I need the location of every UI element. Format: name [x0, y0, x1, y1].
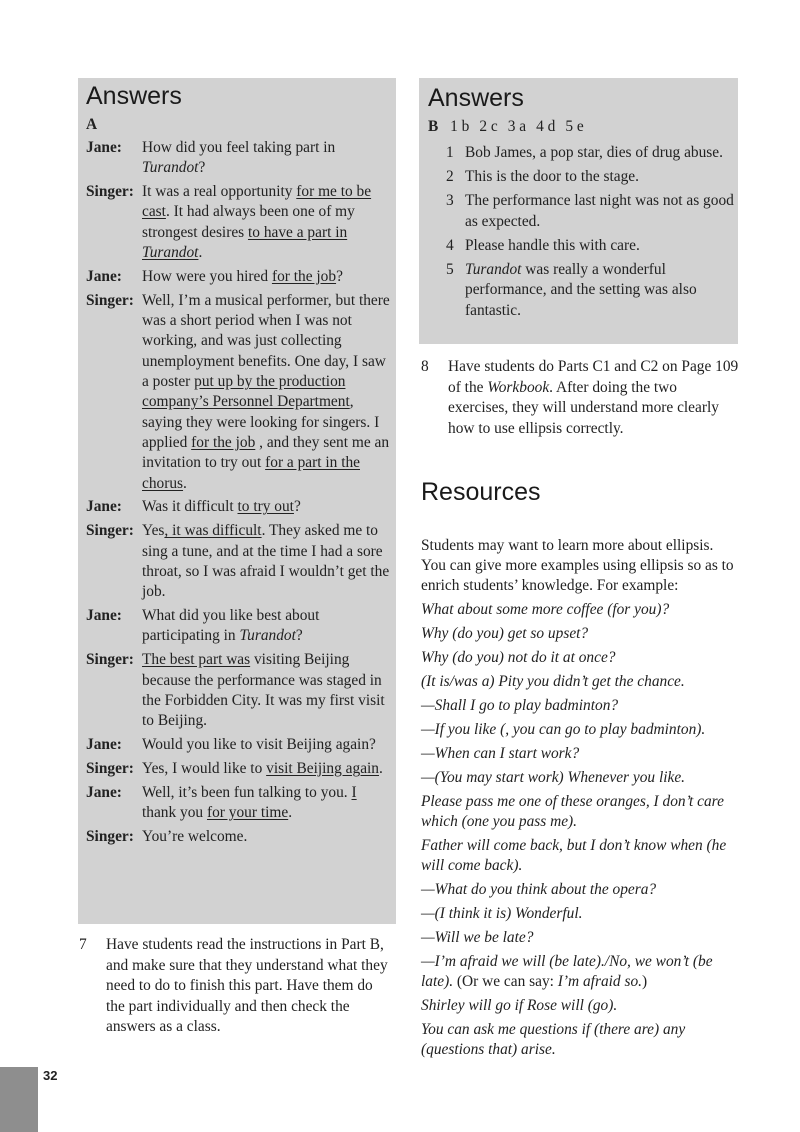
dialogue-text: [142, 291, 391, 494]
text-run: Well, it’s been fun talking to you.: [142, 783, 352, 801]
speaker-label: Singer:: [86, 522, 134, 540]
list-item: [446, 236, 736, 257]
text-run: You’re welcome.: [142, 828, 248, 846]
step-7-number: 7: [79, 936, 87, 953]
dialogue: [86, 138, 391, 851]
text-run: This is the door to the stage.: [465, 168, 639, 185]
step-8: [421, 357, 741, 439]
speaker-label: Singer:: [86, 828, 134, 846]
text-run: Have students do Parts C1 and C2 on Page 109 of the: [448, 358, 739, 396]
text-run: It was a real opportunity: [142, 183, 297, 201]
text-run: for me to be cast: [142, 183, 372, 221]
text-run: . It had always been one of my strongest desires: [142, 203, 355, 241]
text-run: Turandot: [142, 159, 199, 177]
resources-intro: [421, 536, 741, 596]
text-run: How did you feel taking part in: [142, 139, 336, 156]
example-sentence: [421, 1020, 741, 1060]
example-sentence: [421, 624, 741, 644]
text-run: Please handle this with care.: [465, 236, 640, 254]
step-7-text: Have students read the instructions in Part B, and make sure that they understand what they need to do to finish this part. Have them do the part individually and then check the answers as a class.: [106, 936, 388, 1035]
example-sentence: [421, 880, 741, 900]
text-run: —When can I start work?: [421, 745, 580, 762]
text-run: .: [288, 804, 293, 822]
list-item: [446, 143, 736, 164]
dialogue-line: [86, 182, 391, 263]
dialogue-text: [142, 267, 391, 287]
text-run: Why (do you) not do it at once?: [421, 649, 616, 666]
answers-a-heading: Answers: [86, 82, 182, 110]
example-sentence: [421, 928, 741, 948]
dialogue-text: [142, 783, 391, 824]
item-text: [465, 236, 640, 257]
section-a-label: A: [86, 116, 98, 133]
dialogue-line: [86, 827, 391, 847]
speaker-label: Jane:: [86, 267, 122, 285]
dialogue-line: [86, 783, 391, 824]
text-run: ?: [198, 159, 206, 177]
example-sentence: [421, 836, 741, 876]
text-run: put up by the production company’s Personnel Department: [142, 373, 350, 411]
text-run: Yes: [142, 522, 165, 540]
text-run: thank you: [142, 804, 207, 822]
text-run: .: [379, 759, 383, 777]
text-run: was really a wonderful performance, and the setting was also fantastic.: [465, 260, 697, 319]
text-run: Yes, I would like to: [142, 759, 267, 777]
text-run: Please pass me one of these oranges, I don’t care which (one you pass me).: [421, 793, 724, 830]
resources-heading: Resources: [421, 478, 541, 506]
text-run: for the job: [191, 433, 256, 451]
text-run: —Will we be late?: [421, 929, 534, 946]
text-run: (It is/was a) Pity you didn’t get the chance.: [421, 673, 685, 690]
list-item: [446, 167, 736, 188]
speaker-label: Jane:: [86, 607, 122, 625]
example-sentence: [421, 768, 741, 788]
text-run: What did you like best about participating in: [142, 607, 320, 645]
dialogue-text: [142, 827, 391, 847]
answer-key: 4 d: [536, 118, 556, 135]
speaker-label: Jane:: [86, 498, 122, 516]
text-run: (Or we can say:: [453, 973, 558, 990]
item-number: 1: [446, 144, 454, 161]
item-number: 3: [446, 192, 454, 209]
example-sentence: [421, 792, 741, 832]
example-sentence: [421, 904, 741, 924]
text-run: Turandot: [465, 260, 522, 278]
text-run: Why (do you) get so upset?: [421, 625, 589, 642]
answer-key: 1 b: [450, 118, 470, 135]
list-item: [446, 260, 736, 322]
step-7: [79, 935, 395, 1038]
dialogue-line: [86, 291, 391, 494]
text-run: , saying they were looking for singers. I applied: [142, 393, 380, 451]
text-run: .: [183, 474, 187, 492]
speaker-label: Jane:: [86, 139, 122, 156]
item-number: 5: [446, 260, 454, 278]
text-run: Turandot: [142, 244, 199, 262]
speaker-label: Jane:: [86, 783, 122, 801]
example-sentence: [421, 720, 741, 740]
item-number: 2: [446, 168, 454, 185]
dialogue-text: [142, 735, 391, 755]
resources-body: [421, 536, 741, 1064]
text-run: ?: [293, 498, 301, 516]
text-run: Bob James, a pop star, dies of drug abuse.: [465, 144, 723, 161]
example-sentence: [421, 696, 741, 716]
text-run: ?: [295, 627, 303, 645]
text-run: for a part in the chorus: [142, 454, 360, 492]
text-run: for your time: [206, 804, 289, 822]
text-run: You can ask me questions if (there are) any (questions that) arise.: [421, 1021, 686, 1058]
text-run: .: [198, 244, 203, 262]
dialogue-line: [86, 759, 391, 779]
example-sentence: [421, 600, 741, 620]
step-8-number: 8: [421, 358, 429, 375]
example-sentence: [421, 648, 741, 668]
example-sentence: [421, 672, 741, 692]
page-tab: [0, 1067, 38, 1132]
text-run: What about some more coffee (for you)?: [421, 601, 670, 618]
text-run: visit Beijing again: [266, 759, 379, 777]
page-number: 32: [43, 1068, 58, 1083]
dialogue-text: [142, 138, 391, 179]
step-8-text: [448, 357, 741, 439]
dialogue-text: [142, 521, 391, 602]
list-item: [446, 191, 736, 232]
item-text: [465, 143, 723, 164]
text-run: Father will come back, but I don’t know when (he will come back).: [421, 837, 727, 874]
item-text: [465, 260, 736, 322]
text-run: Workbook: [487, 378, 550, 396]
text-run: Well, I’m a musical performer, but there was a short period when I was not working, and was just collecting unemployment benefits. One day, I saw a poster: [142, 291, 390, 391]
dialogue-text: [142, 182, 391, 263]
dialogue-line: [86, 267, 391, 287]
text-run: How were you hired: [142, 267, 272, 285]
text-run: for the job: [271, 267, 337, 285]
item-text: [465, 167, 639, 188]
text-run: —(You may start work) Whenever you like.: [421, 769, 686, 786]
answer-key: 5 e: [565, 118, 584, 135]
text-run: The best part was: [142, 651, 251, 669]
text-run: —What do you think about the opera?: [421, 881, 657, 898]
answer-key: 2 c: [479, 118, 498, 135]
dialogue-line: [86, 497, 391, 517]
example-sentence: [421, 952, 741, 992]
speaker-label: Jane:: [86, 736, 122, 754]
dialogue-text: [142, 650, 391, 731]
answer-key: 3 a: [507, 118, 527, 135]
text-run: The performance last night was not as good as expected.: [465, 192, 734, 230]
dialogue-line: [86, 606, 391, 647]
answer-key-row: [428, 118, 604, 136]
dialogue-line: [86, 521, 391, 602]
text-run: to have a part in: [248, 223, 348, 241]
answers-b-heading: Answers: [428, 84, 524, 112]
dialogue-line: [86, 735, 391, 755]
dialogue-line: [86, 650, 391, 731]
text-run: Shirley will go if Rose will (go).: [421, 997, 618, 1014]
text-run: —I’m afraid we will (be late)./No, we won’t (be late).: [421, 953, 713, 990]
speaker-label: Singer:: [86, 651, 134, 669]
dialogue-line: [86, 138, 391, 179]
example-sentence: [421, 996, 741, 1016]
text-run: Turandot: [239, 627, 296, 645]
text-run: visiting Beijing because the performance was staged in the Forbidden City. It was my first visit to Beijing.: [142, 651, 385, 730]
text-run: Would you like to visit Beijing again?: [142, 736, 376, 754]
text-run: I: [351, 783, 357, 801]
dialogue-text: [142, 497, 391, 517]
example-sentence: [421, 744, 741, 764]
text-run: . They asked me to sing a tune, and at the time I had a sore throat, so I was afraid I wouldn’t get the job.: [142, 522, 390, 601]
dialogue-text: [142, 759, 391, 779]
speaker-label: Singer:: [86, 183, 134, 201]
text-run: I’m afraid so.: [557, 973, 642, 990]
text-run: , and they sent me an invitation to try out: [142, 433, 390, 472]
text-run: Students may want to learn more about ellipsis. You can give more examples using ellipsis so as to enrich students’ knowledge. For example:: [421, 537, 734, 594]
item-text: [465, 191, 736, 232]
text-run: , it was difficult: [164, 522, 262, 540]
text-run: —If you like (, you can go to play badminton).: [421, 721, 706, 738]
text-run: . After doing the two exercises, they will understand more clearly how to use ellipsis correctly.: [448, 378, 719, 437]
item-number: 4: [446, 236, 454, 254]
text-run: ): [642, 973, 648, 990]
section-b-label: B: [428, 118, 439, 135]
text-run: to try out: [237, 498, 294, 516]
dialogue-text: [142, 606, 391, 647]
text-run: Was it difficult: [142, 498, 238, 516]
speaker-label: Singer:: [86, 291, 134, 309]
speaker-label: Singer:: [86, 759, 134, 777]
text-run: ?: [336, 267, 343, 285]
answers-b-list: [446, 143, 736, 325]
text-run: —Shall I go to play badminton?: [421, 697, 619, 714]
text-run: —(I think it is) Wonderful.: [421, 905, 583, 922]
